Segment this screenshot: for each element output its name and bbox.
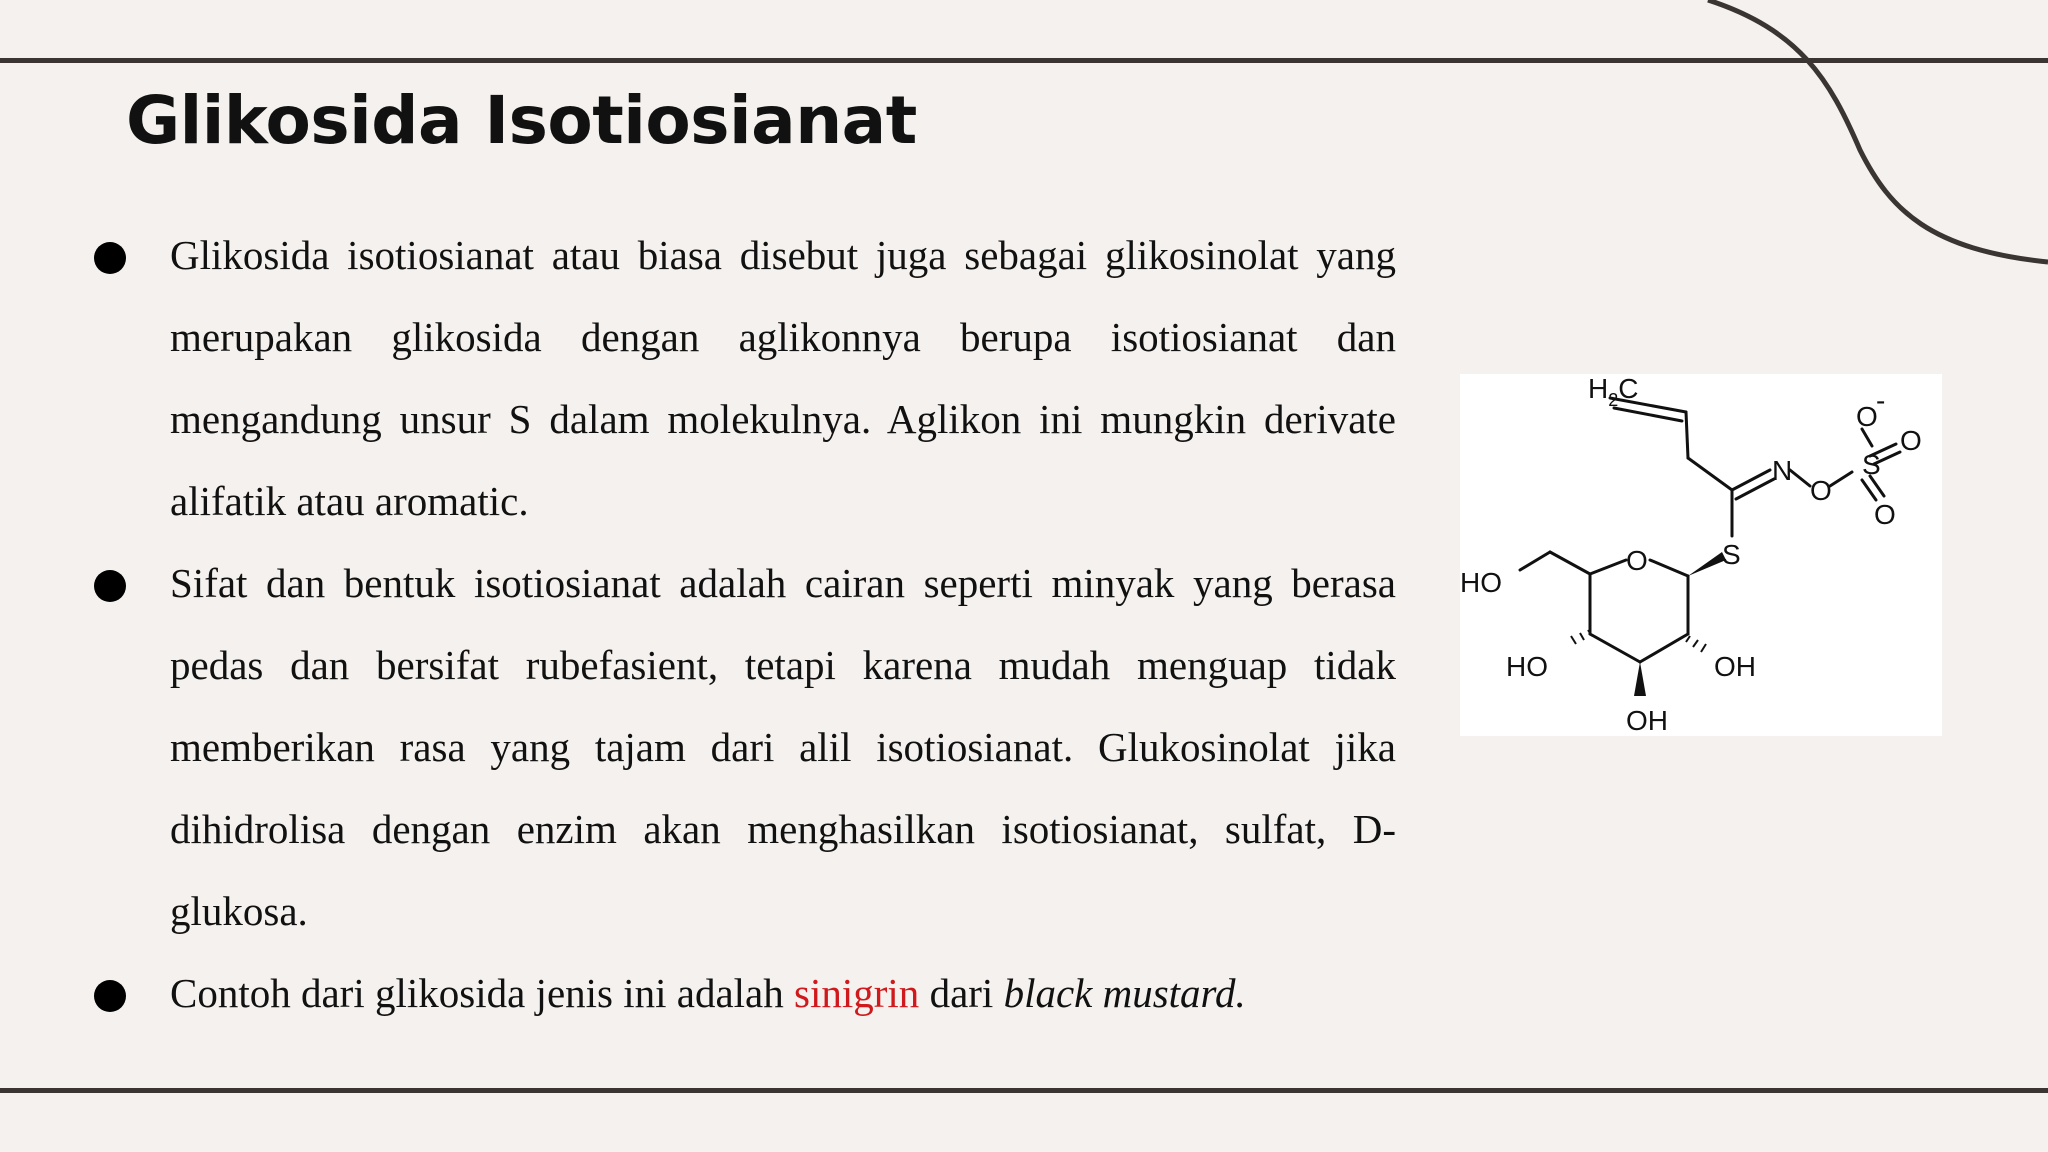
bullet-item-properties bbox=[90, 542, 1396, 952]
bullet-item-definition bbox=[90, 214, 1396, 542]
bottom-rule bbox=[0, 1088, 2048, 1093]
label-o-link: O bbox=[1810, 475, 1832, 506]
example-prefix: Contoh dari glikosida jenis ini adalah bbox=[170, 970, 795, 1016]
label-ring-o: O bbox=[1626, 545, 1648, 576]
label-oh-bottom: OH bbox=[1626, 705, 1668, 736]
bullet-text: Glikosida isotiosianat atau biasa disebut juga sebagai glikosinolat yang merupakan glikosida dengan aglikonnya berupa isotiosianat dan mengandung unsur S dalam molekulnya. Aglikon ini mungkin derivate alifatik atau aromatic. bbox=[170, 232, 1396, 524]
label-o-double-right: O bbox=[1900, 425, 1922, 456]
label-oh-right: OH bbox=[1714, 651, 1756, 682]
label-o-minus: O bbox=[1856, 401, 1878, 432]
label-nitrogen: N bbox=[1772, 455, 1793, 486]
label-thio-s: S bbox=[1722, 539, 1741, 570]
label-ho-left: HO bbox=[1460, 567, 1502, 598]
slide-title: Glikosida Isotiosianat bbox=[126, 82, 917, 159]
label-minus-sign: - bbox=[1876, 385, 1886, 416]
label-ho-lower: HO bbox=[1506, 651, 1548, 682]
bullet-dot-icon bbox=[94, 980, 126, 1012]
label-o-double-bottom: O bbox=[1874, 499, 1896, 530]
label-sulfonate-s: S bbox=[1862, 449, 1881, 480]
bullet-dot-icon bbox=[94, 242, 126, 274]
bullet-dot-icon bbox=[94, 570, 126, 602]
example-italic-source: black mustard. bbox=[1003, 970, 1246, 1016]
bullet-item-example bbox=[90, 952, 1396, 1034]
chemical-structure-diagram bbox=[1460, 374, 1942, 736]
top-rule bbox=[0, 58, 2048, 63]
bullet-text: Sifat dan bentuk isotiosianat adalah cairan seperti minyak yang berasa pedas dan bersifat rubefasient, tetapi karena mudah menguap tidak memberikan rasa yang tajam dari alil isotiosianat. Glukosinolat jika dihidrolisa dengan enzim akan menghasilkan isotiosianat, sulfat, D-glukosa. bbox=[170, 560, 1396, 934]
example-middle: dari bbox=[919, 970, 1004, 1016]
example-highlight-sinigrin: sinigrin bbox=[794, 970, 920, 1016]
label-h2c: $H_2C$ bbox=[1588, 374, 1639, 410]
sinigrin-structure-image bbox=[1460, 374, 1942, 736]
bullet-list bbox=[90, 214, 1396, 1034]
